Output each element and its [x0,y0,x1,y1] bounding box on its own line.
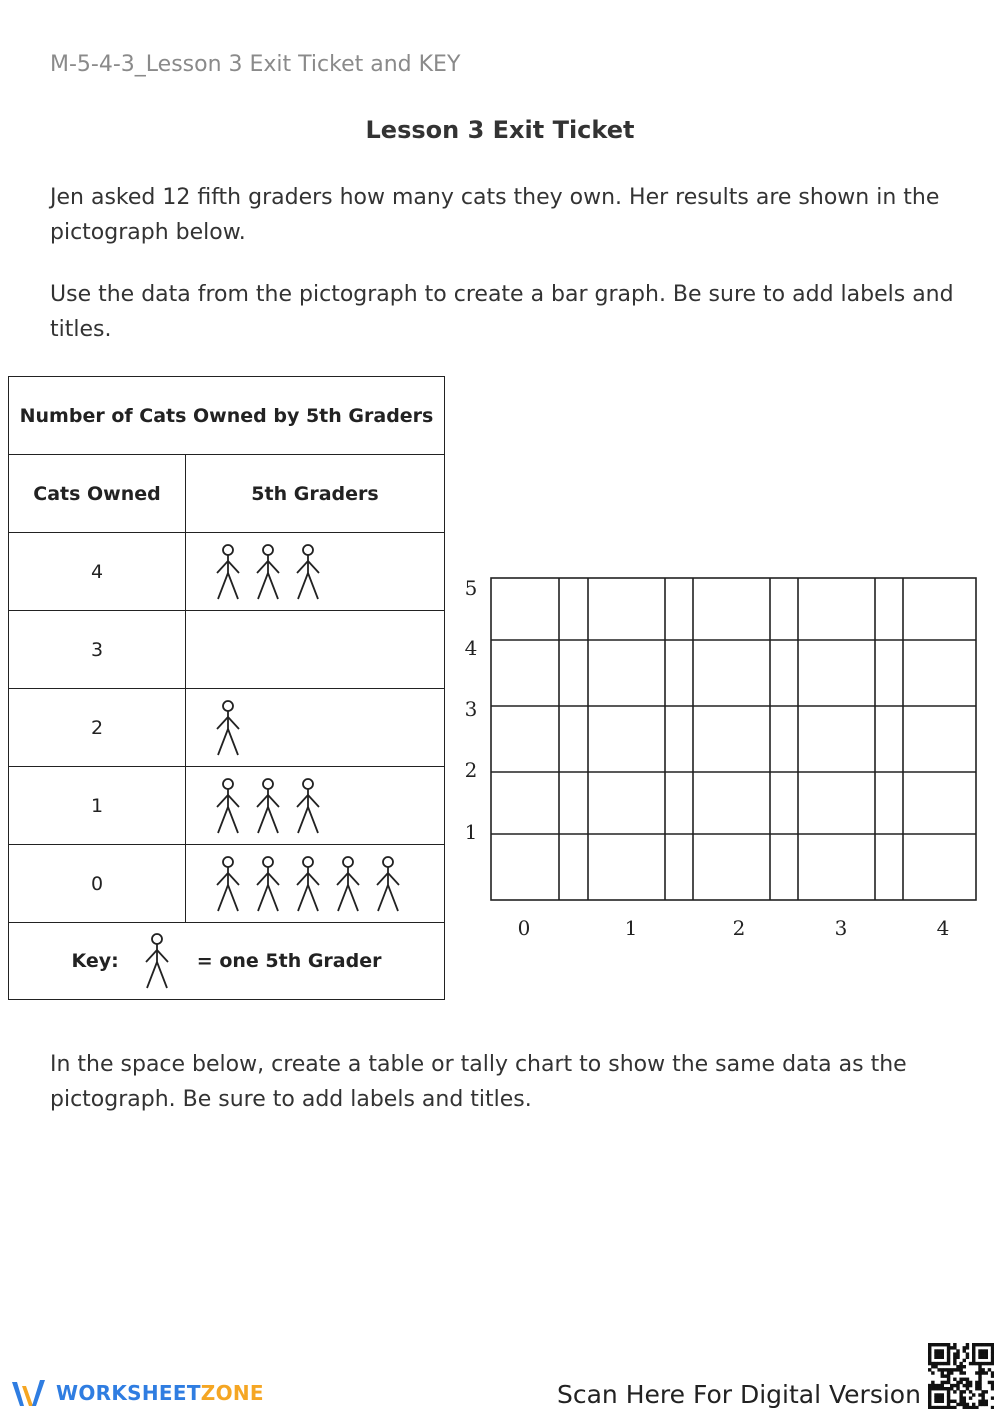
stick-figure-icon [248,855,288,913]
stick-figure-icon [208,699,248,757]
pictograph-title: Number of Cats Owned by 5th Graders [9,377,445,455]
stick-figure-icon [208,543,248,601]
y-tick-label: 3 [464,697,478,721]
x-tick-label: 2 [732,916,746,940]
col-header-cats-owned: Cats Owned [9,455,186,533]
pictograph-row [9,767,445,845]
cats-owned-value: 3 [9,611,186,689]
page-title: Lesson 3 Exit Ticket [365,116,635,144]
x-tick-label: 1 [624,916,638,940]
intro-paragraph: Jen asked 12 fifth graders how many cats they own. Her results are shown in the pictograph below. [50,185,940,245]
pictograph-row [9,611,445,689]
pictograph-row [9,533,445,611]
x-tick-label: 4 [936,916,950,940]
key-text: = one 5th Grader [196,950,382,972]
brand-name-left: WORKSHEET [56,1381,201,1405]
blank-bar-graph-grid [455,565,985,950]
table-instruction: In the space below, create a table or tally chart to show the same data as the pictograph. Be sure to add labels and titles. [50,1052,907,1112]
pictograph-table [8,376,445,1000]
document-code: M-5-4-3_Lesson 3 Exit Ticket and KEY [50,52,461,77]
pictograph-row [9,689,445,767]
scan-instruction: Scan Here For Digital Version [557,1380,921,1409]
y-tick-label: 5 [464,576,478,600]
stick-figure-icon [288,855,328,913]
stick-figure-icon [288,777,328,835]
cats-owned-value: 2 [9,689,186,767]
stick-figure-icon [248,543,288,601]
stick-figure-icon [248,777,288,835]
stick-figure-icon [208,777,248,835]
worksheetzone-logo-icon [10,1376,50,1410]
bar-graph-instruction: Use the data from the pictograph to create a bar graph. Be sure to add labels and titles. [50,282,954,342]
stick-figure-icon [328,855,368,913]
x-tick-label: 3 [834,916,848,940]
stick-figure-icon [208,855,248,913]
y-tick-label: 1 [464,820,478,844]
col-header-5th-graders: 5th Graders [186,455,445,533]
x-tick-label: 0 [517,916,531,940]
student-figures [186,767,445,845]
qr-code-icon[interactable] [928,1343,994,1409]
cats-owned-value: 1 [9,767,186,845]
student-figures [186,611,445,689]
y-tick-label: 4 [464,636,478,660]
stick-figure-icon [137,932,177,990]
pictograph-key [9,923,445,1000]
key-label: Key: [71,950,119,972]
cats-owned-value: 0 [9,845,186,923]
brand-name-right: ZONE [200,1381,264,1405]
y-tick-label: 2 [464,758,478,782]
stick-figure-icon [288,543,328,601]
cats-owned-value: 4 [9,533,186,611]
student-figures [186,845,445,923]
student-figures [186,533,445,611]
stick-figure-icon [368,855,408,913]
pictograph-row [9,845,445,923]
worksheetzone-logo[interactable] [10,1376,264,1410]
student-figures [186,689,445,767]
